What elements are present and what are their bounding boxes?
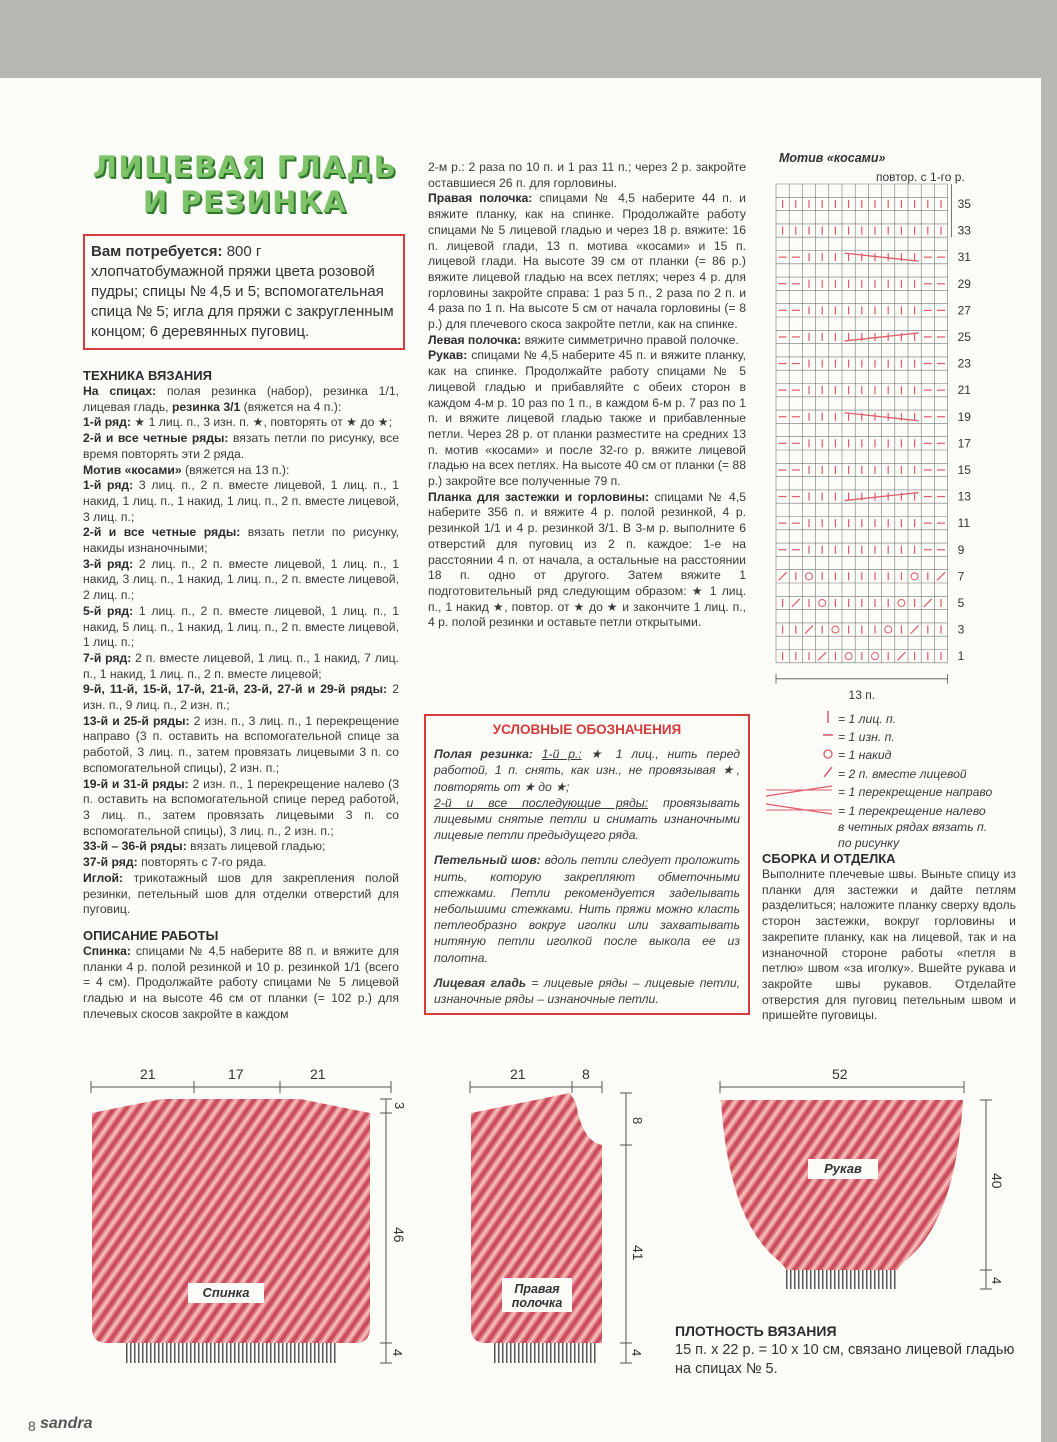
- front-label-2: полочка: [511, 1296, 563, 1310]
- technique-item-text: 2 изн. п., 9 лиц. п., 2 изн. п.;: [83, 682, 399, 713]
- technique-item-label: резинка 3/1: [171, 399, 241, 414]
- symbol-row: [760, 765, 992, 783]
- technique-item-label: 33-й – 36-й ряды:: [83, 839, 187, 854]
- instruction-text: 2-м р.: 2 раза по 10 п. и 1 раз 11 п.; через 2 р. закройте оставшиеся 26 п. для горловины.: [428, 160, 746, 190]
- chart-row-label: 9: [957, 542, 965, 557]
- technique-item: [83, 604, 399, 651]
- chart-title: Мотив «косами»: [779, 151, 886, 165]
- symbol-row: [760, 802, 992, 820]
- symbol-text: = 1 перекрещение направо: [838, 785, 993, 800]
- technique-item-label: 3-й ряд:: [83, 556, 134, 571]
- back-schematic: [91, 1066, 407, 1363]
- instruction-label: Левая полочка:: [428, 332, 522, 347]
- technique-item-text: вязать лицевой гладью;: [186, 839, 326, 854]
- technique-item: [83, 415, 399, 431]
- technique-item-text: 1 лиц. п., 2 п. вместе лицевой, 1 лиц. п., 1 накид, 5 лиц. п., 1 накид, 1 лиц. п., 2 п. вместе лицевой, 1 лиц. п.;: [83, 603, 399, 650]
- back-height-2: 46: [391, 1227, 407, 1243]
- chart-row-label: 23: [957, 356, 971, 371]
- chart-k2tog-mark: [937, 572, 945, 580]
- technique-item-text: трикотажный шов для закрепления полой резинки, петельный шов для отделки отверстий для пуговиц.: [83, 870, 399, 917]
- legend-heading: УСЛОВНЫЕ ОБОЗНАЧЕНИЯ: [492, 722, 682, 737]
- back-height-1: 3: [392, 1102, 407, 1110]
- legend-stockinette: [434, 975, 740, 1007]
- chart-yarnover-mark: [845, 653, 852, 660]
- sleeve-height-2: 4: [989, 1277, 1004, 1285]
- sleeve-panel: [721, 1100, 963, 1270]
- symbol-text: по рисунку: [838, 835, 900, 850]
- gauge-heading: ПЛОТНОСТЬ ВЯЗАНИЯ: [675, 1323, 837, 1339]
- chart-row-label: 25: [957, 329, 971, 344]
- technique-item: [83, 431, 399, 462]
- technique-item-label: Иглой:: [83, 870, 124, 885]
- symbol-text: = 1 изн. п.: [838, 729, 895, 744]
- purl-stitch-icon: [760, 728, 838, 746]
- chart-yarnover-mark: [819, 599, 826, 606]
- front-height-3: 4: [629, 1349, 644, 1357]
- instruction-text: спицами № 4,5 наберите 45 п. и вяжите планку, как на спинке. Продолжайте работу спицами № 5 лицевой гладью и прибавляйте с обеих сторон в каждом 4-м р. 10 раз по 1 п., в каждом 6-м р. 7 раз по 1 п. и вяжите лицевой гладью также и прибавленные петли. Через 28 р. от планки разместите на средних 13 п. мотив «косами» и после 32-го р. вяжите лицевой гладью на всех петлях. На высоте 40 см от планки (= 88 р.) закройте все полученные 79 п.: [428, 348, 746, 489]
- technique-item-label: 5-й ряд:: [83, 603, 134, 618]
- back-ribbing: [124, 1343, 338, 1363]
- chart-k2tog-mark: [818, 652, 826, 660]
- chart-yarnover-mark: [872, 653, 879, 660]
- gauge-section: [675, 1323, 1020, 1379]
- chart-row-label: 21: [957, 383, 971, 398]
- technique-column: [83, 368, 399, 1022]
- symbol-row: [760, 836, 992, 851]
- symbol-row: [760, 747, 992, 765]
- technique-item: [83, 714, 399, 777]
- sleeve-schematic: [720, 1066, 1005, 1289]
- front-height-2: 41: [630, 1245, 646, 1261]
- technique-item: [83, 478, 399, 525]
- materials-box: [83, 234, 405, 350]
- technique-item-text: вязать петли по рисунку, накиды изнаночными;: [83, 525, 399, 556]
- instruction-paragraph: [428, 191, 746, 332]
- technique-item-label: 37-й ряд:: [83, 855, 138, 870]
- technique-item: [83, 839, 399, 855]
- technique-item: [83, 651, 399, 682]
- technique-item-text: ★ 1 лиц. п., 3 изн. п. ★, повторять от ★ до ★;: [130, 415, 393, 430]
- legend-loop-stitch: [434, 852, 740, 965]
- materials-label: Вам потребуется:: [91, 243, 223, 260]
- chart-row-label: 31: [957, 250, 971, 265]
- chart-row-label: 1: [957, 649, 965, 664]
- magazine-logo: sandra: [40, 1415, 93, 1432]
- chart-row-label: 15: [957, 462, 971, 477]
- back-width-3: 21: [310, 1066, 326, 1082]
- instruction-text: спицами № 4,5 наберите 356 п. и вяжите 4 р. полой резинкой, 4 р. резинкой 1/1 и 4 р. резинкой 3/1. В 3-м р. выполните 6 отверстий для пуговиц из 2 п. каждое: 1-е на расстоянии 4 п. от начала, а остальные на расстоянии 18 п. одно от другого. Затем вяжите 1 подготовительный ряд следующим образом: ★ 1 лиц. п., 1 накид ★, повтор. от ★ до ★ и закончите 1 лиц. п., 4 р. полой резинки и оставьте петли открытыми.: [428, 489, 746, 630]
- title-line-2: И РЕЗИНКА: [142, 185, 348, 219]
- chart-yarnover-mark: [885, 626, 892, 633]
- chart-k2tog-mark: [911, 626, 919, 634]
- technique-item-text: вязать петли по рисунку, все время повторять эти 2 ряда.: [83, 431, 400, 461]
- chart-row-label: 5: [957, 595, 965, 610]
- sleeve-height-1: 40: [989, 1173, 1005, 1189]
- title-line-1: ЛИЦЕВАЯ ГЛАДЬ: [92, 150, 398, 184]
- technique-item: [83, 463, 399, 479]
- technique-item-label: 1-й ряд:: [83, 415, 131, 430]
- sleeve-width: 52: [832, 1066, 848, 1082]
- chart-row-label: 19: [957, 409, 971, 424]
- chart-k2tog-mark: [779, 572, 787, 580]
- hollow-rib-row2-text: провязывать лицевыми снятые петли и снимать изнаночными лицевые петли предыдущего ряда.: [434, 795, 740, 843]
- assembly-section: [762, 851, 1016, 1024]
- materials-text: 800 г хлопчатобумажной пряжи цвета розовой пудры; спицы № 4,5 и 5; вспомогательная спица № 5; игла для пряжи с закругленным концом; 6 деревянных пуговиц.: [91, 243, 394, 340]
- symbol-row: [760, 784, 992, 802]
- front-label-1: Правая: [514, 1282, 560, 1296]
- front-schematic: [470, 1066, 646, 1363]
- technique-item-text: полая резинка (набор), резинка 1/1, лицевая гладь,: [83, 384, 399, 414]
- technique-item-text: 2 изн. п., 1 перекрещение налево (3 п. оставить на вспомогательной спице перед работой, 3 лиц. п., затем провязать лицевыми 3 п. со вспомогательной спицы), 3 лиц. п., 2 изн. п.;: [83, 776, 399, 838]
- back-height-3: 4: [390, 1349, 405, 1357]
- stockinette-text: = лицевые ряды – лицевые петли, изнаночные ряды – изнаночные петли.: [434, 975, 740, 1007]
- chart-k2tog-mark: [805, 626, 813, 634]
- instruction-paragraph: [428, 160, 746, 191]
- technique-item-label: Мотив «косами»: [83, 462, 182, 477]
- hollow-rib-row1-label: 1-й р.:: [541, 747, 582, 762]
- cross-right-icon: [760, 784, 838, 802]
- chart-k2tog-mark: [792, 599, 800, 607]
- front-width-1: 21: [510, 1066, 526, 1082]
- assembly-text: Выполните плечевые швы. Выньте спицу из планки для застежки и дайте петлям разделиться; наложите планку сверху вдоль сторон застежки, вокруг горловины и закрепите планку, как на лицевой, так и на изнаночной стороне работы «петля в петлю» швом «за иголку». Вшейте рукава и закройте швы рукавов. Отделайте отверстия для пуговиц петельным швом и пришейте пуговицы.: [762, 867, 1016, 1023]
- chart-row-label: 33: [957, 223, 971, 238]
- instruction-paragraph: [428, 490, 746, 631]
- description-heading: ОПИСАНИЕ РАБОТЫ: [83, 927, 219, 943]
- technique-item: [83, 855, 399, 871]
- technique-item-text: 2 п. вместе лицевой, 1 лиц. п., 1 накид, 7 лиц. п., 1 накид, 1 лиц. п., 2 п. вместе лицевой;: [83, 650, 399, 681]
- symbol-row: [760, 728, 992, 746]
- symbol-text: = 1 накид: [838, 748, 892, 763]
- chart-row-label: 35: [957, 196, 971, 211]
- technique-item-text: повторять с 7-го ряда.: [137, 855, 267, 870]
- chart-row-label: 27: [957, 303, 971, 318]
- symbol-text: = 2 п. вместе лицевой: [838, 766, 967, 781]
- symbol-key: [760, 710, 992, 851]
- technique-item-label: 19-й и 31-й ряды:: [83, 776, 189, 791]
- chart-row-label: 17: [957, 436, 971, 451]
- k2tog-icon: [760, 765, 838, 783]
- stockinette-label: Лицевая гладь: [434, 975, 527, 990]
- technique-item-label: 1-й ряд:: [83, 478, 134, 493]
- assembly-heading: СБОРКА И ОТДЕЛКА: [762, 851, 896, 866]
- instruction-text: спицами № 4,5 наберите 44 п. и вяжите планку, как на спинке. Продолжайте работу спицами № 5 лицевой гладью и через 18 р. вяжите: 16 п. лицевой глади, 13 п. мотива «косами» и 15 п. лицевой глади. На высоте 39 см от планки (= 86 р.) вяжите лицевой гладью на всех петлях; через 4 р. для горловины закройте справа: 1 раз 5 п., 2 раза по 2 п. и 4 раза по 1 п. На высоте 5 см от начала горловины (= 8 р.) для плечевого скоса закройте петли, как на спинке.: [428, 191, 746, 332]
- chart-row-label: 13: [957, 489, 971, 504]
- sleeve-label: Рукав: [824, 1161, 862, 1176]
- knit-stitch-icon: [760, 710, 838, 728]
- front-ribbing: [492, 1343, 598, 1363]
- legend-hollow-rib: [434, 746, 740, 843]
- instructions-column: [428, 160, 746, 631]
- magazine-page: [0, 78, 1041, 1442]
- page-title: [80, 150, 410, 220]
- technique-item-text: 2 изн. п., 3 лиц. п., 1 перекрещение направо (3 п. оставить на вспомогательной спице за работой, 3 лиц. п., затем провязать лицевыми 3 п. со вспомогательной спицы), 2 изн. п.;: [83, 713, 399, 775]
- technique-heading: ТЕХНИКА ВЯЗАНИЯ: [83, 368, 212, 383]
- technique-item-label: 9-й, 11-й, 15-й, 17-й, 21-й, 23-й, 27-й и 29-й ряды:: [83, 682, 388, 697]
- symbol-row: [760, 710, 992, 728]
- yarn-over-icon: [760, 747, 838, 765]
- technique-item-label: 2-й и все четные ряды:: [83, 431, 229, 446]
- technique-item-text: 2 лиц. п., 2 п. вместе лицевой, 1 лиц. п., 1 накид, 3 лиц. п., 1 накид, 1 лиц. п., 2 п. вместе лицевой, 2 лиц. п.;: [83, 556, 399, 603]
- technique-item: [172, 400, 341, 414]
- chart-row-label: 11: [957, 516, 971, 531]
- chart-yarnover-mark: [898, 599, 905, 606]
- technique-item-label: 2-й и все четные ряды:: [83, 525, 241, 540]
- chart-repeat-label: повтор. с 1-го р.: [876, 170, 965, 184]
- instruction-label: Планка для застежки и горловины:: [428, 489, 650, 504]
- chart-width-label: 13 п.: [848, 687, 876, 702]
- technique-item: [83, 682, 399, 713]
- symbol-row: [760, 820, 992, 835]
- sleeve-ribbing: [786, 1270, 898, 1289]
- technique-item-label: 13-й и 25-й ряды:: [83, 713, 190, 728]
- back-instructions: [83, 944, 399, 1023]
- technique-list: [83, 384, 399, 918]
- back-width-1: 21: [140, 1066, 156, 1082]
- chart-yarnover-mark: [911, 573, 918, 580]
- legend-box: [424, 714, 750, 1015]
- cable-chart: [770, 182, 985, 707]
- symbol-text: = 1 перекрещение налево: [838, 803, 986, 818]
- technique-item-label: На спицах:: [83, 384, 157, 398]
- cable-chart-svg: [770, 182, 985, 702]
- chart-row-label: 7: [957, 569, 965, 584]
- technique-item-text: (вяжется на 4 п.):: [240, 399, 342, 414]
- page-number: 8: [28, 1418, 36, 1434]
- back-label: Спинка:: [83, 943, 131, 958]
- technique-item-label: 7-й ряд:: [83, 650, 132, 665]
- technique-item-text: 3 лиц. п., 2 п. вместе лицевой, 1 лиц. п., 1 накид, 1 лиц. п., 1 накид, 1 лиц. п., 2 п. вместе лицевой, 3 лиц. п.;: [83, 478, 399, 524]
- chart-k2tog-mark: [924, 599, 932, 607]
- hollow-rib-row1-text: ★ 1 лиц., нить перед работой, 1 п. снять, как изн., не провязывая ★, повторять от ★ до ★;: [434, 747, 740, 794]
- chart-yarnover-mark: [832, 626, 839, 633]
- symbol-text: = 1 лиц. п.: [838, 711, 897, 726]
- back-panel: [92, 1099, 370, 1343]
- cross-left-icon: [760, 802, 838, 820]
- instruction-label: Рукав:: [428, 348, 468, 363]
- loop-stitch-text: вдоль петли следует проложить нить, которую закрепляют обметочными стежками. Петли рекомендуется заделывать небольшими стежками. Нить пряжи можно класть петлеобразно вокруг иголки или захватывать нитяную петли иголкой после выкола ее из полотна.: [434, 853, 740, 965]
- chart-row-label: 3: [957, 622, 965, 637]
- hollow-rib-label: Полая резинка:: [434, 747, 533, 762]
- front-height-1: 8: [630, 1117, 645, 1125]
- hollow-rib-row2-label: 2-й и все последующие ряды:: [434, 795, 649, 810]
- instruction-paragraph: [428, 348, 746, 489]
- instruction-text: вяжите симметрично правой полочке.: [521, 332, 739, 347]
- technique-item: [83, 777, 399, 840]
- chart-k2tog-mark: [897, 652, 905, 660]
- front-width-2: 8: [582, 1066, 590, 1082]
- chart-row-label: 29: [957, 276, 971, 291]
- loop-stitch-label: Петельный шов:: [434, 853, 541, 868]
- instruction-label: Правая полочка:: [428, 191, 533, 206]
- chart-yarnover-mark: [806, 573, 813, 580]
- instruction-paragraph: [428, 333, 746, 349]
- technique-item: [83, 871, 399, 918]
- back-label: Спинка: [202, 1285, 250, 1300]
- back-width-2: 17: [228, 1066, 244, 1082]
- back-text: спицами № 4,5 наберите 88 п. и вяжите для планки 4 р. полой резинкой и 10 р. резинкой 1/1 (всего = 4 см). Продолжайте работу спицами № 5 лицевой гладью и на высоте 46 см от планки (= 102 р.) для плечевых скосов закройте в каждом: [83, 943, 399, 1021]
- technique-item: [83, 557, 399, 604]
- symbol-text: в четных рядах вязать п.: [838, 820, 988, 835]
- gauge-text: 15 п. х 22 р. = 10 х 10 см, связано лицевой гладью на спицах № 5.: [675, 1342, 1015, 1377]
- technique-item-text: (вяжется на 13 п.):: [181, 462, 290, 477]
- technique-item: [83, 525, 399, 556]
